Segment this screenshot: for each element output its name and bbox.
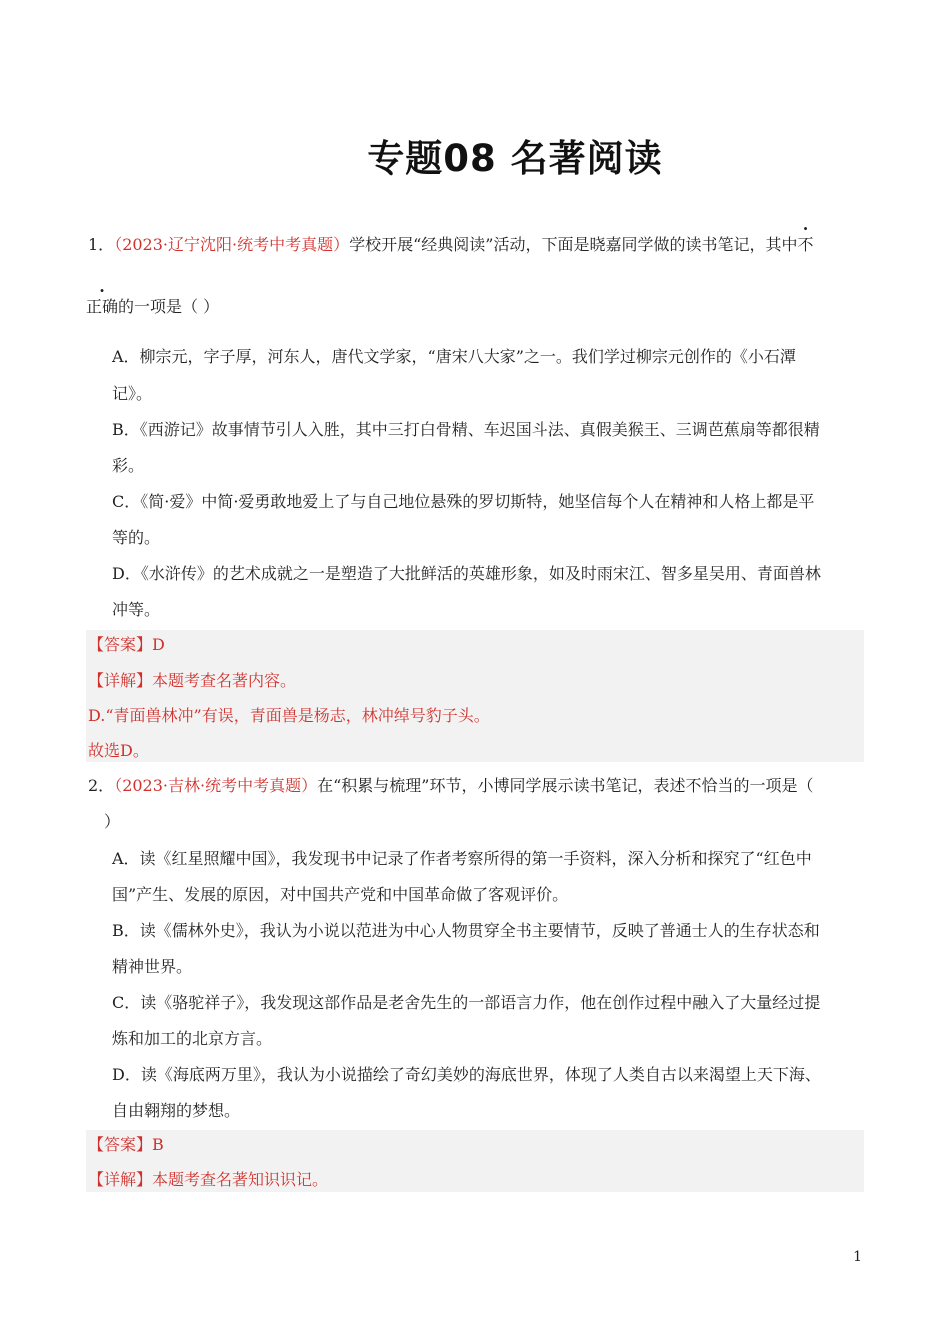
detail-line bbox=[88, 1170, 328, 1190]
question-text: 学校开展“经典阅读”活动，下面是晓嘉同学做的读书笔记，其中 bbox=[349, 235, 798, 254]
question-source: （2023·吉林·统考中考真题） bbox=[114, 776, 318, 795]
question-1-stem-cont bbox=[86, 297, 219, 317]
detail-line bbox=[88, 671, 296, 691]
question-1-stem bbox=[88, 235, 813, 255]
detail-text: 本题考查名著内容。 bbox=[152, 671, 297, 690]
option-b: B．《西游记》故事情节引人入胜，其中三打白骨精、车迟国斗法、真假美猴王、三调芭蕉扇等都很精 bbox=[112, 420, 820, 439]
option-a-cont: 记》。 bbox=[112, 384, 153, 403]
answer-value: B bbox=[152, 1135, 164, 1154]
question-2-stem-cont: ） bbox=[104, 812, 121, 831]
page-title: 专题08 名著阅读 bbox=[367, 137, 663, 180]
option-d-cont: 自由翱翔的梦想。 bbox=[112, 1101, 241, 1120]
option-a-cont: 国”产生、发展的原因，对中国共产党和中国革命做了客观评价。 bbox=[112, 885, 569, 904]
question-number: 1． bbox=[88, 235, 115, 254]
option-b-cont: 彩。 bbox=[112, 456, 145, 475]
detail-text: 本题考查名著知识识记。 bbox=[152, 1170, 329, 1189]
option-b: B．读《儒林外史》，我认为小说以范进为中心人物贯穿全书主要情节，反映了普通士人的生存状态和 bbox=[112, 921, 820, 940]
detail-label: 【详解】 bbox=[88, 1170, 153, 1189]
option-a: A．读《红星照耀中国》，我发现书中记录了作者考察所得的第一手资料，深入分析和探究了“红色中 bbox=[112, 849, 812, 868]
explanation-line: D.“青面兽林冲”有误，青面兽是杨志，林冲绰号豹子头。 bbox=[88, 706, 490, 725]
question-number: 2． bbox=[88, 776, 115, 795]
answer-line bbox=[88, 1135, 164, 1155]
answer-line bbox=[88, 635, 165, 655]
option-a: A．柳宗元，字子厚，河东人，唐代文学家，“唐宋八大家”之一。我们学过柳宗元创作的《小石潭 bbox=[112, 347, 796, 366]
question-2-stem bbox=[88, 776, 813, 796]
option-d: D．《水浒传》的艺术成就之一是塑造了大批鲜活的英雄形象，如及时雨宋江、智多星吴用、青面兽林 bbox=[112, 564, 821, 583]
option-d-cont: 冲等。 bbox=[112, 600, 161, 619]
conclusion-line: 故选D。 bbox=[88, 741, 149, 760]
answer-value: D bbox=[152, 635, 165, 654]
question-text: 的一项是（ ） bbox=[118, 297, 220, 316]
option-c-cont: 炼和加工的北京方言。 bbox=[112, 1029, 273, 1048]
question-source: （2023·辽宁沈阳·统考中考真题） bbox=[114, 235, 350, 254]
option-b-cont: 精神世界。 bbox=[112, 957, 193, 976]
page-number: 1 bbox=[853, 1249, 862, 1265]
detail-label: 【详解】 bbox=[88, 671, 153, 690]
emphasis-text: 不 bbox=[797, 235, 814, 254]
option-c: C．《简·爱》中简·爱勇敢地爱上了与自己地位悬殊的罗切斯特，她坚信每个人在精神和人格上都是平 bbox=[112, 492, 815, 511]
option-c: C．读《骆驼祥子》，我发现这部作品是老舍先生的一部语言力作，他在创作过程中融入了大量经过提 bbox=[112, 993, 821, 1012]
question-text: 在“积累与梳理”环节，小博同学展示读书笔记，表述不恰当的一项是（ bbox=[317, 776, 814, 795]
answer-box bbox=[86, 630, 864, 762]
emphasis-text: 正确 bbox=[86, 297, 119, 316]
answer-label: 【答案】 bbox=[88, 635, 153, 654]
option-c-cont: 等的。 bbox=[112, 528, 161, 547]
answer-label: 【答案】 bbox=[88, 1135, 153, 1154]
option-d: D．读《海底两万里》，我认为小说描绘了奇幻美妙的海底世界，体现了人类自古以来渴望上天下海、 bbox=[112, 1065, 821, 1084]
